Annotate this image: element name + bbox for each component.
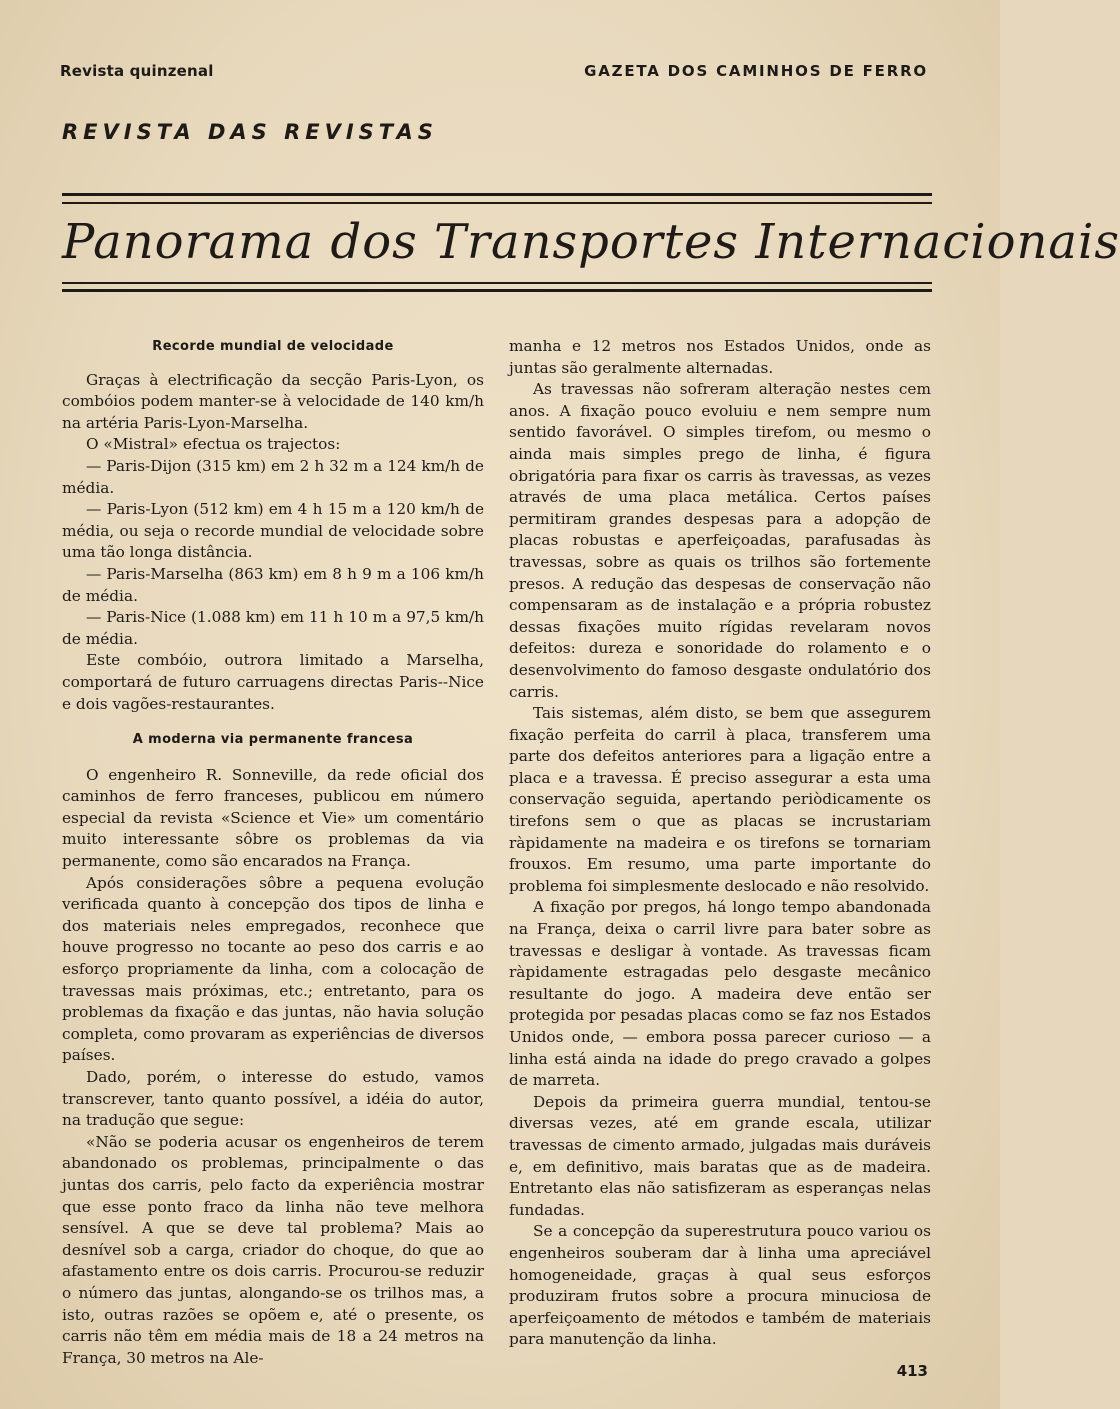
paragraph: O «Mistral» efectua os trajectos: <box>86 435 341 454</box>
paragraph: As travessas não sofreram alteração nestes cem anos. A fixação pouco evoluiu e nem sempre num sentido favorável. O simples tirefom, ou mesmo o ainda mais simples prego de linha, é figura obrigatória para fixar os carris às travessas, as vezes através de uma placa metálica. Certos países permitiram grandes despesas para a adopção de placas robustas e aperfeiçoadas, parafusadas às travessas, sobre as quais os trilhos são fortemente presos. A redução das despesas de conservação não compensaram as de instalação e a própria robustez dessas fixações muito rígidas revelaram novos defeitos: dureza e sonoridade do rolamento e o desenvolvimento do famoso desgaste ondulatório dos carris. <box>509 380 931 701</box>
route-item: — Paris-Marselha (863 km) em 8 h 9 m a 106 km/h de média. <box>62 564 484 605</box>
title-bottom-thin-rule <box>62 282 932 284</box>
route-item: — Paris-Dijon (315 km) em 2 h 32 m a 124 km/h de média. <box>62 456 484 497</box>
right-column <box>509 336 931 1351</box>
page-number: 413 <box>896 1362 928 1380</box>
title-bottom-thick-rule <box>62 289 932 292</box>
article-title: Panorama dos Transportes Internacionais <box>62 214 1120 270</box>
paragraph: Após considerações sôbre a pequena evolução verificada quanto à concepção dos tipos de linha e dos materiais neles empregados, reconhece que houve progresso no tocante ao peso dos carris e ao esforço propriamente da linha, com a colocação de travessas mais próximas, etc.; entretanto, para os problemas da fixação e das juntas, não havia solução completa, como provaram as experiências de diversos países. <box>62 873 484 1065</box>
route-item: — Paris-Lyon (512 km) em 4 h 15 m a 120 km/h de média, ou seja o recorde mundial de velocidade sobre uma tão longa distância. <box>62 500 484 562</box>
paragraph: manha e 12 metros nos Estados Unidos, onde as juntas são geralmente alternadas. <box>509 337 931 377</box>
paragraph: Este combóio, outrora limitado a Marselha, comportará de futuro carruagens directas Paris--Nice e dois vagões-restaurantes. <box>62 651 484 713</box>
section-title: REVISTA DAS REVISTAS <box>62 120 438 144</box>
quoted-paragraph: «Não se poderia acusar os engenheiros de terem abandonado os problemas, principalmente o das juntas dos carris, pelo facto da experiência mostrar que esse ponto fraco da linha não teve melhora sensível. A que se deve tal problema? Mais ao desnível sob a carga, criador do choque, do que ao afastamento entre os dois carris. Procurou-se reduzir o número das juntas, alongando-se os trilhos mas, a isto, outras razões se opõem e, até o presente, os carris não têm em média mais de 18 a 24 metros na França, 30 metros na Ale- <box>62 1132 484 1367</box>
subheading-speed-record: Recorde mundial de velocidade <box>152 339 394 354</box>
paragraph: Depois da primeira guerra mundial, tentou-se diversas vezes, até em grande escala, utilizar travessas de cimento armado, julgadas mais duráveis e, em definitivo, mais baratas que as de madeira. Entretanto elas não satisfizeram as esperanças nelas fundadas. <box>509 1092 931 1219</box>
paragraph: Tais sistemas, além disto, se bem que assegurem fixação perfeita do carril à placa, transferem uma parte dos defeitos anteriores para a ligação entre a placa e a travessa. É preciso assegurar a esta uma conservação seguida, apertando periòdicamente os tirefons sem o que as placas se incrustariam ràpidamente na madeira e os tirefons se tornariam frouxos. Em resumo, uma parte importante do problema foi simplesmente deslocado e não resolvido. <box>509 704 931 895</box>
paragraph: Se a concepção da superestrutura pouco variou os engenheiros souberam dar à linha uma apreciável homogeneidade, graças à qual seus esforços produziram frutos sobre a procura minuciosa de aperfeiçoamento de métodos e também de materiais para manutenção da linha. <box>509 1222 931 1349</box>
route-item: — Paris-Nice (1.088 km) em 11 h 10 m a 97,5 km/h de média. <box>62 608 484 648</box>
running-header-right: GAZETA DOS CAMINHOS DE FERRO <box>584 62 928 80</box>
subheading-permanent-way: A moderna via permanente francesa <box>132 732 414 748</box>
paragraph: O engenheiro R. Sonneville, da rede oficial dos caminhos de ferro franceses, publicou em número especial da revista «Science et Vie» um comentário muito interessante sôbre os problemas da via permanente, como são encarados na França. <box>62 765 484 871</box>
title-top-thin-rule <box>62 202 932 204</box>
paragraph: Dado, porém, o interesse do estudo, vamos transcrever, tanto quanto possível, a idéia do autor, na tradução que segue: <box>62 1068 484 1130</box>
left-column <box>62 336 484 1369</box>
title-top-thick-rule <box>62 193 932 196</box>
running-header-left: Revista quinzenal <box>60 62 214 80</box>
paragraph: Graças à electrificação da secção Paris-Lyon, os combóios podem manter-se à velocidade de 140 km/h na artéria Paris-Lyon-Marselha. <box>62 370 484 432</box>
paragraph: A fixação por pregos, há longo tempo abandonada na França, deixa o carril livre para bater sobre as travessas e desligar à vontade. As travessas ficam ràpidamente estragadas pelo desgaste mecânico resultante do jogo. A madeira deve então ser protegida por pesadas placas como se faz nos Estados Unidos onde, — embora possa parecer curioso — a linha está ainda na idade do prego cravado a golpes de marreta. <box>509 898 931 1090</box>
